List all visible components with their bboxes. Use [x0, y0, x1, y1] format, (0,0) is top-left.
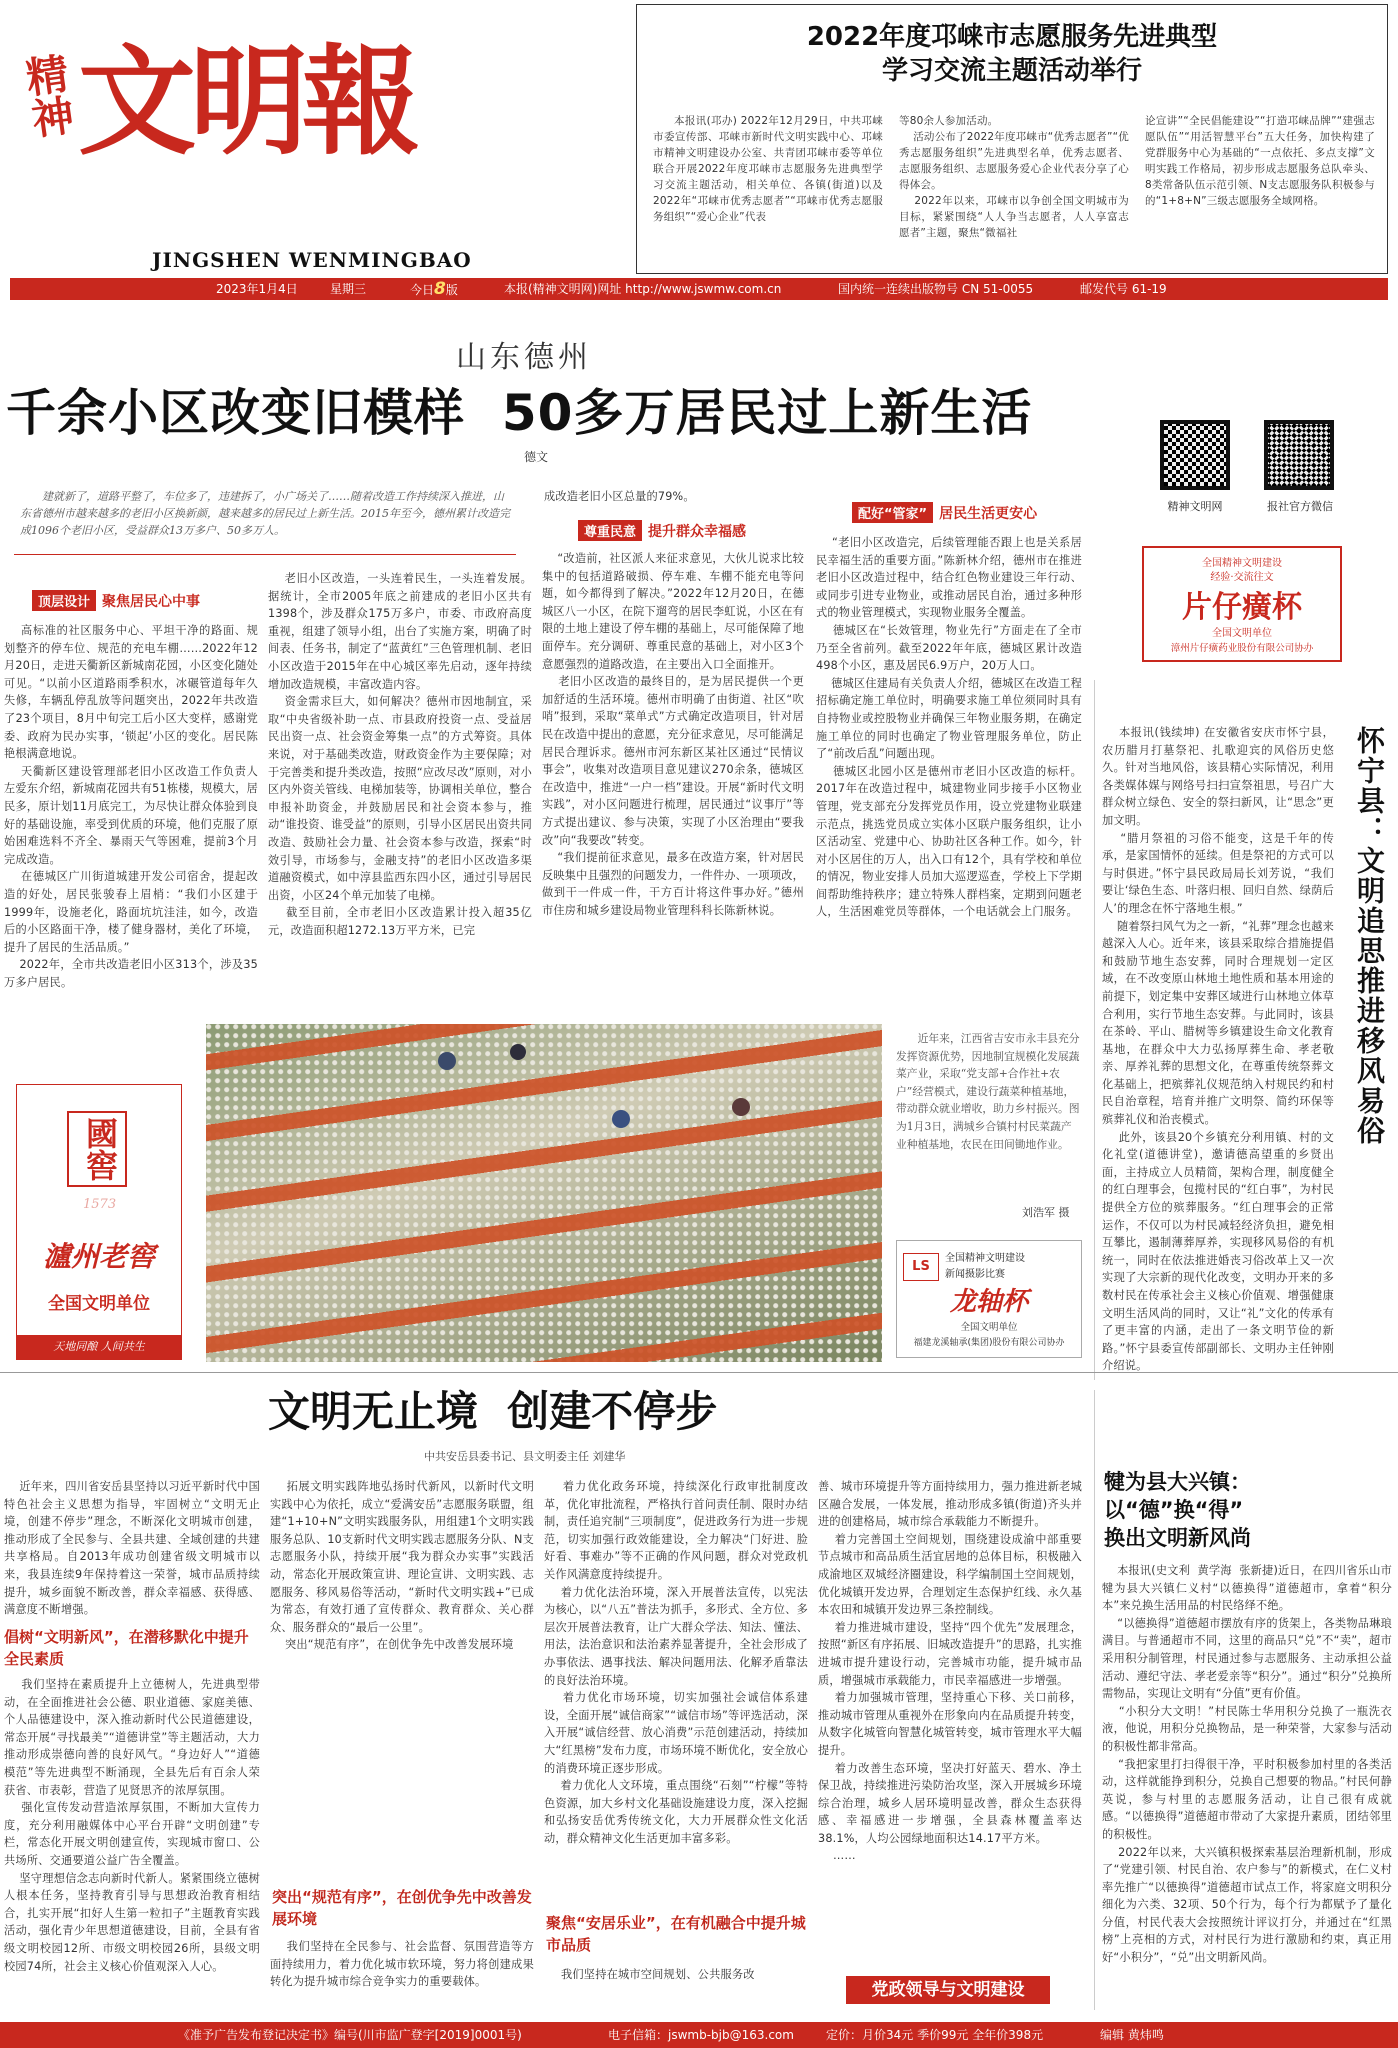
ad-pian-top2: 经验·交流往文 — [1210, 572, 1274, 583]
masthead-logo-small: 精神 — [17, 50, 78, 141]
ad-guojiao-brand: 國窖 — [67, 1111, 127, 1187]
farmer-figure-1 — [438, 1052, 456, 1070]
top-story-col-1: 本报讯(邛办) 2022年12月29日，中共邛崃市委宣传部、邛崃市新时代文明实践中心、邛崃市精神文明建设办公室、共青团邛崃市委等单位联合开展2022年度邛崃市志愿服务先进典型学习交流主题活动，相关单位、各镇(街道)以及2022年“邛崃市优秀志愿者”“邛崃市优秀志愿服务组织”“爱心企业”代表 — [653, 115, 883, 223]
dezhou-col-3: “改造前，社区派人来征求意见，大伙儿说求比较集中的包括道路破损、停车难、车棚不能充电等问题，如今都得到了解决。”2022年12月20日，在德城区八一小区，在院下遛弯的居民李虹说，小区在有限的土地上建设了停车棚的基础上，尽可能保障了地面停车。充分调研、尊重民意的基础上，对小区3个意愿强烈的道路改造，在主要出入口全面推开。 老旧小区改造的最终目的，是为居民提供一个更加舒适的生活环境。德州市明确了由街道、社区“吹哨”报到，采取“菜单式”方式确定改造项目，针对居民在改造中提出的意愿，充分征求意见，尽可能满足居民合理诉求。德州市河东新区某社区通过“民情议事会”，收集对改造项目意见建议270余条，德城区在改造中，推进“一户一档”建设。开展“新时代文明实践”，对小区问题进行梳理，居民通过“议事厅”等方式提出建议、参与决策，实现了小区治理由“要我改”向“我要改”转变。 “我们提前征求意见，最多在改造方案，针对居民反映集中且强烈的问题发力，一件件办、一项项改，做到干一件成一件，干方百计将这件事办好。”德州市住房和城乡建设局物业管理科科长陈新林说。 — [542, 552, 805, 917]
ad-longzhou-unit: 全国文明单位 — [960, 1322, 1018, 1333]
jianwei-body: 本报讯(史文利 黄学海 张新捷)近日，在四川省乐山市犍为县大兴镇仁义村“以德换得”道德超市，拿着“积分本”来兑换生活用品的村民络绎不绝。 “以德换得”道德超市摆放有序的货架上，各类物品琳琅满目。与普通超市不同，这里的商品只“兑”不“卖”，超市采用积分制管理，村民通过参与志愿服务、主动承担公益活动、遵纪守法、孝老爱亲等“积分”。通过“积分”兑换所需物品，实现让文明有“分值”更有价值。 “小积分大文明！”村民陈士华用积分兑换了一瓶洗衣液，他说，用积分兑换物品，是一种荣誉，大家参与活动的积极性都非常高。 “我把家里打扫得很干净，平时积极参加村里的各类活动，这样就能挣到积分，兑换自己想要的物品。”村民何静英说，参与村里的志愿服务活动，让自己很有成就感。“以德换得”道德超市带动了大家提升素质，团结邻里的积极性。 2022年以来，大兴镇积极探索基层治理新机制，形成了“党建引领、村民自治、农户参与”的新模式，在仁义村率先推广“以德换得”道德超市试点工作，将家庭文明积分细化为六类、32项、50个行为，每个行为都赋予了量化分值，村民代表大会按照统计评议打分，并通过在“红黑榜”上亮相的方式，对村民行为进行激励和约束，真正用好“小积分”，“兑”出文明新风尚。 — [1102, 1564, 1393, 1965]
footer-license: 《准予广告发布登记决定书》编号(川市监广登字[2019]0001号) — [178, 2028, 522, 2042]
anyue-col-2: 拓展文明实践阵地弘扬时代新风，以新时代文明实践中心为依托，成立“爱满安岳”志愿服务联盟，组建“1+10+N”文明实践服务队，用组建1个文明实践服务总队、10支新时代文明实践志愿服务分队、N支志愿服务小队，持续开展“我为群众办实事”实践活动，常态化开展政策宣讲、理论宣讲、文明实践、志愿服务、移风易俗等活动，“新时代文明实践+”已成为常态，有效打通了宣传群众、教育群众、关心群众、服务群众的“最后一公里”。 突出“规范有序”，在创优争先中改善发展环境 — [270, 1480, 535, 1652]
ad-pian-top1: 全国精神文明建设 — [1202, 558, 1282, 569]
anyue-sub-3: 聚焦“安居乐业”，在有机融合中提升城市品质 — [546, 1914, 806, 1954]
huaining-body: 本报讯(钱续坤) 在安徽省安庆市怀宁县，农历腊月打墓祭祀、扎歌迎宾的风俗历史悠久。针对当地风俗，该县精心实际情况，利用各类媒体媒与网络号扫扫宣祭祖思，号召广大群众树立绿色、安全的祭扫新风，让“思念”更加文明。 “腊月祭祖的习俗不能变，这是千年的传承，是家国情怀的延续。但是祭祀的方式可以与时俱进。”怀宁县民政局局长刘芳说，“我们要让‘绿色生态、叶落归根、回归自然、绿荫后人’的理念在怀宁落地生根。” 随着祭扫风气为之一新，“礼葬”理念也越来越深入人心。近年来，该县采取综合措施提倡和鼓励节地生态安葬，同时合理规划一定区域，在不改变原山林地土地性质和基本用途的前提下，划定集中安葬区域进行山林地立体草合利用，实行节地生态安葬。与此同时，该县在茶岭、平山、腊树等乡镇建设生命文化教育基地，在群众中大力弘扬厚葬生命、孝老敬亲、厚养礼葬的思想文化，在尊重传统祭葬文化基础上，把殡葬礼仪规范纳入村规民约和村民自治章程，培育并推广文明祭、简约环保等殡葬礼仪和治丧模式。 此外，该县20个乡镇充分利用镇、村的文化礼堂(道德讲堂)，邀请德高望重的乡贤出面，主持成立人员精简，架构合理，制度健全的红白理事会，包揽村民的“红白事”，为村民提供全方位的殡葬服务。“红白理事会的正常运作，不仅可以为村民减轻经济负担，避免相互攀比，遏制薄葬厚养，实现移风易俗的有机统一，同时在依法推进婚丧习俗改革上又一次实现了大宗新的现代化改变，文明办开来的多数村民在传承社会主义核心价值观、增强健康文明生活风尚的同时，又让“礼”文化的传承有了更丰富的内涵，走出了一条文明节俭的新路。”怀宁县委宣传部副部长、文明办主任钟刚介绍说。 — [1102, 726, 1334, 1373]
dezhou-sec3-heading — [852, 502, 1092, 523]
today-suffix: 版 — [445, 283, 458, 297]
photo-caption: 近年来，江西省吉安市永丰县充分发挥资源优势，因地制宜规模化发展蔬菜产业，采取“党支部+合作社+农户”经营模式，建设行蔬菜种植基地，带动群众就业增收，助力乡村振兴。图为1月3日，满城乡合镇村村民菜蔬产业种植基地，农民在田间锄地作业。 — [896, 1032, 1080, 1151]
top-story-col-3: 论宣讲”“全民倡能建设”“打造邛崃品牌”“建强志愿队伍”“用活智慧平台”五大任务，加快构建了党群服务中心为基础的“一点依托、多点支撑”文明实践工作格局，初步形成志愿服务总队牵头、8类常备队伍示范引领、N支志愿服务队积极参与的“1+8+N”三级志愿服务全域网格。 — [1145, 115, 1375, 207]
anyue-sub-1: 倡树“文明新风”，在潜移默化中提升全民素质 — [4, 1628, 249, 1668]
sec2-title: 提升群众幸福感 — [648, 524, 747, 540]
ad-guojiao-unit: 全国文明单位 — [48, 1294, 150, 1314]
top-story-title-1: 2022年度邛崃市志愿服务先进典型 — [806, 22, 1218, 52]
ad-guojiao-slogan: 天地同酿 人间共生 — [17, 1335, 181, 1359]
footer-price: 定价：月价34元 季价99元 全年价398元 — [826, 2028, 1044, 2042]
anyue-col-4: 善、城市环境提升等方面持续用力，强力推进新老城区融合发展，一体发展，推动形成多镇(街道)齐头并进的创建格局，城市综合承载能力不断提升。 着力完善国土空间规划，围绕建设成渝中部重要节点城市和高品质生活宜居地的总体目标，积极融入成渝地区双城经济圈建设，科学编制国土空间规划，优化城镇开发边界，合理划定生态保护红线、永久基本农田和城镇开发边界三条控制线。 着力推进城市建设，坚持“四个优先”发展理念，按照“新区有序拓展、旧城改造提升”的思路，扎实推进城市提升建设行动，完善城市功能，提升城市品质，增强城市承载能力，市民幸福感进一步增强。 着力加强城市管理，坚持重心下移、关口前移，推动城市管理从重视外在形象向内在品质提升转变，从数字化城管向智慧化城管转变，城市管理水平大幅提升。 着力改善生态环境，坚决打好蓝天、碧水、净土保卫战，持续推进污染防治攻坚，深入开展城乡环境综合治理，城乡人居环境明显改善，群众生态获得感、幸福感进一步增强，全县森林覆盖率达38.1%，人均公园绿地面积达14.17平方米。 …… — [818, 1480, 1083, 1863]
sec2-tag: 尊重民意 — [578, 520, 642, 541]
farmer-figure-4 — [510, 1044, 526, 1060]
dezhou-lead-end: 成改造老旧小区总量的79%。 — [544, 490, 695, 503]
dezhou-sec1-heading — [32, 590, 272, 611]
ad-pian-unit: 全国文明单位 — [1212, 628, 1272, 639]
dezhou-headline: 千余小区改变旧模样 50多万居民过上新生活 — [6, 384, 1033, 442]
dezhou-lead: 建就新了，道路平整了，车位多了，违建拆了，小广场关了……随着改造工作持续深入推进，山东省德州市越来越多的老旧小区换新颜，越来越多的居民过上新生活。2015年至今，德州累计改造完成1096个老旧小区，受益群众13万多户、50多万人。 — [20, 490, 510, 537]
dateline-weekday: 星期三 — [330, 282, 367, 296]
dezhou-col-4: “老旧小区改造完，后续管理能否跟上也是关系居民幸福生活的重要方面。”陈新林介绍，德州市在推进老旧小区改造过程中，结合红色物业建设三年行动、或同步引进专业物业，或推动居民自治，通过多种形式的物业管理模式，实现物业服务全覆盖。 德城区在“长效管理，物业先行”方面走在了全市乃至全省前列。截至2022年年底，德城区累计改造498个小区，惠及居民6.9万户，20万人口。 德城区住建局有关负责人介绍，德城区在改造工程招标确定施工单位时，明确要求施工单位须同时具有自持物业或控股物业并确保三年物业服务期，在确定施工单位的同时也确定了物业管理服务单位，防止了“前改后乱”问题出现。 德城区北园小区是德州市老旧小区改造的标杆。2017年在改造过程中，城建物业同步接手小区物业管理，党支部充分发挥党员作用，设立党建物业联建示范点，挑选党员成立实体小区联户服务组织，让小区活动室、党建中心、协助社区各种工作。如今，针对小区居住的万人，出入口有12个，具有学校和单位的情况，物业安排人员加大巡逻巡查，学校上下学期间帮助维持秩序；建立特殊人群档案，定期到问题老人，生活困难党员等群体，一个电话就会上门服务。 — [816, 536, 1083, 919]
masthead — [8, 4, 618, 304]
ad-pian-brand: 片仔癀杯 — [1182, 590, 1302, 625]
huaining-headline: 怀宁县：文明追思推进移风易俗 — [1353, 726, 1386, 1146]
footer-editor: 编辑 黄炜鸣 — [1100, 2028, 1164, 2042]
photo-credit: 刘浩军 摄 — [1022, 1206, 1070, 1219]
today-prefix: 今日 — [410, 283, 435, 297]
dateline-today — [410, 278, 458, 301]
sec1-title: 聚焦居民心中事 — [102, 594, 201, 610]
anyue-headline: 文明无止境 创建不停步 — [268, 1387, 718, 1436]
ad-longzhou[interactable] — [896, 1240, 1082, 1358]
ad-longzhou-top1: 全国精神文明建设 — [945, 1253, 1025, 1264]
farmer-figure-3 — [732, 1098, 750, 1116]
right-col-divider — [1094, 680, 1095, 1380]
masthead-logo-big: 文明報 — [78, 32, 415, 171]
qr-block — [1140, 420, 1380, 520]
dateline-cn: 国内统一连续出版物号 CN 51-0055 — [838, 282, 1034, 296]
jianwei-headline-2: 以“德”换“得” — [1104, 1498, 1244, 1522]
sec3-title: 居民生活更安心 — [939, 506, 1038, 522]
anyue-col-1: 近年来，四川省安岳县坚持以习近平新时代中国特色社会主义思想为指导，牢固树立“文明无止境，创建不停步”理念，不断深化文明城市创建，推动形成了全民参与、全县共建、全域创建的共建共享格局。自2013年成功创建省级文明城市以来，我县连续9年保持着这一荣誉，城市品质持续提升，城乡面貌不断改善，群众幸福感、获得感、满意度不断增强。 — [4, 1480, 261, 1617]
farm-photo — [206, 1024, 882, 1362]
top-story-title-2: 学习交流主题活动举行 — [881, 56, 1142, 86]
anyue-col-3b: 我们坚持在城市空间规划、公共服务改 — [546, 1968, 755, 1981]
ad-guojiao-year: 1573 — [83, 1197, 117, 1212]
anyue-column-tag: 党政领导与文明建设 — [846, 1976, 1050, 2004]
qr-label-site: 精神文明网 — [1167, 500, 1223, 513]
top-story — [636, 4, 1388, 274]
ad-longzhou-logo: LS — [903, 1253, 939, 1281]
footer-email: 电子信箱：jswmb-bjb@163.com — [608, 2028, 794, 2042]
qr-label-wechat: 报社官方微信 — [1267, 500, 1333, 513]
top-story-col-2: 等80余人参加活动。 活动公布了2022年度邛崃市“优秀志愿者”“优秀志愿服务组织”先进典型名单，优秀志愿者、志愿服务组织、志愿服务爱心企业代表分享了心得体会。 2022年以来，邛崃市以争创全国文明城市为目标，紧紧围绕“人人争当志愿者，人人享富志愿者”主题，聚焦“微福社 — [899, 115, 1129, 239]
footer-bar — [0, 2022, 1398, 2048]
sec3-tag: 配好“管家” — [852, 502, 933, 523]
sec1-tag: 顶层设计 — [32, 590, 96, 611]
today-pages: 8 — [434, 279, 446, 299]
jianwei-divider — [1094, 1390, 1095, 2010]
anyue-byline: 中共安岳县委书记、县文明委主任 刘建华 — [424, 1450, 626, 1463]
anyue-col-3: 着力优化政务环境，持续深化行政审批制度改革，优化审批流程，严格执行首问责任制、限时办结制，责任追究制“三项制度”，促进政务行为进一步规范，切实加强行政效能建设，全力解决“门好进、脸好看、事难办”等不正确的作风问题，群众对党政机关作风满意度持续提升。 着力优化法治环境，深入开展普法宣传，以宪法为核心，以“八五”普法为抓手，多形式、全方位、多层次开展普法教育，让广大群众学法、知法、懂法、用法，法治意识和法治素养显著提升，全社会形成了办事依法、遇事找法、解决问题用法、化解矛盾靠法的良好法治环境。 着力优化市场环境，切实加强社会诚信体系建设，全面开展“诚信商家”“诚信市场”等评选活动，深入开展“诚信经营、放心消费”示范创建活动，持续加大“红黑榜”发布力度，市场环境不断优化，安全放心的消费环境正逐步形成。 着力优化人文环境，重点围绕“石刻”“柠檬”等特色资源，加大乡村文化基础设施建设力度，深入挖掘和弘扬安岳优秀传统文化，大力开展群众性文化活动，群众精神文化生活更加丰富多彩。 — [544, 1480, 809, 1845]
ad-longzhou-brand: 龙轴杯 — [949, 1287, 1028, 1317]
ad-guojiao[interactable] — [16, 1084, 182, 1360]
qr-code-site[interactable] — [1160, 420, 1230, 490]
dezhou-sec2-heading — [578, 520, 808, 541]
dezhou-kicker: 山东德州 — [456, 340, 592, 375]
dateline-date: 2023年1月4日 — [216, 282, 298, 296]
ad-longzhou-top2: 新闻摄影比赛 — [945, 1269, 1005, 1280]
section-divider — [0, 1372, 1398, 1373]
qr-code-wechat[interactable] — [1264, 420, 1334, 490]
dateline-bar — [10, 278, 1388, 300]
ad-pian-company: 漳州片仔癀药业股份有限公司协办 — [1170, 643, 1314, 654]
dateline-website: 本报(精神文明网)网址 http://www.jswmw.com.cn — [504, 282, 782, 296]
anyue-col-2b: 我们坚持在全民参与、社会监督、氛围营造等方面持续用力，着力优化城市软环境，努力将创建成果转化为提升城市综合竞争实力的重要载体。 — [270, 1940, 535, 1989]
anyue-sub-2: 突出“规范有序”，在创优争先中改善发展环境 — [272, 1888, 532, 1928]
dezhou-byline: 德文 — [524, 450, 549, 464]
anyue-col-1b: 我们坚持在素质提升上立德树人，先进典型带动，在全面推进社会公德、职业道德、家庭美德、个人品德建设中，深入推动新时代公民道德建设，常态开展“寻找最美”“道德讲堂”等主题活动，大力推动形成崇德向善的良好风气。“身边好人”“道德模范”等先进典型不断涌现，全县先后有百余人荣获省、市表彰，营造了见贤思齐的浓厚氛围。 强化宣传发动营造浓厚氛围，不断加大宣传力度，充分利用融媒体中心平台开辟“文明创建”专栏，常态化开展文明创建宣传，实现城市窗口、公共场所、交通要道公益广告全覆盖。 坚守理想信念志向新时代新人。紧紧围绕立德树人根本任务，坚持教育引导与思想政治教育相结合，扎实开展“扣好人生第一粒扣子”主题教育实践活动，强化青少年思想道德建设，目前，全县有省级文明校园12所、市级文明校园26所，县级文明校园74所，社会主义核心价值观深入人心。 — [4, 1678, 261, 1973]
jianwei-headline-1: 犍为县大兴镇： — [1104, 1470, 1251, 1494]
lead-divider — [14, 554, 516, 555]
farmer-figure-2 — [612, 1110, 630, 1128]
dateline-postal: 邮发代号 61-19 — [1080, 282, 1167, 296]
masthead-pinyin: JINGSHEN WENMINGBAO — [152, 248, 472, 272]
jianwei-headline-3: 换出文明新风尚 — [1104, 1526, 1251, 1550]
ad-guojiao-company: 瀘州老窖 — [42, 1240, 155, 1273]
ad-longzhou-company: 福建龙溪轴承(集团)股份有限公司协办 — [913, 1338, 1065, 1348]
ad-pianzaihuang[interactable] — [1142, 546, 1342, 662]
dezhou-col-1: 高标准的社区服务中心、平坦干净的路面、规划整齐的停车位、规范的充电车棚……2022年12月20日，走进天衢新区新城南花园，小区变化随处可见。“以前小区道路雨季积水，冰碾管道每年久失修，车辆乱停乱放等问题突出，2022年共改造了23个项目，8月中旬完工后小区大变样，感谢党委、政府为民办实事，‘锁起’小区的变化。居民陈艳根满意地说。 天衢新区建设管理部老旧小区改造工作负责人左爱东介绍，新城南花园共有51栋楼，规模大，居民多，原计划11月底完工，为尽快让群众体验到良好的基础设施，率受到优质的环境，他们克服了原始困难选料不齐全、暴雨天气等困难，提前3个月完成改造。 在德城区广川街道城建开发公司宿舍，提起改造的好处，居民张骏春上眉梢：“我们小区建于1999年，设施老化，路面坑坑洼洼，如今，改造后的小区路面干净，楼了健身器材，美化了环境，提升了居民的生活品质。” 2022年，全市共改造老旧小区313个，涉及35万多户居民。 — [4, 624, 258, 989]
dezhou-col-2: 老旧小区改造，一头连着民生，一头连着发展。据统计，全市2005年底之前建成的老旧小区共有1398个，涉及群众175万多户，市委、市政府高度重视，组建了领导小组，出台了实施方案，明确了时间表、任务书，制定了“蓝黄红”三色管理机制、老旧小区改造于2015年在中心城区率先启动，逐年持续增加改造规模，丰富改造内容。 资金需求巨大，如何解决？德州市因地制宜，采取“中央省级补助一点、市县政府投资一点、受益居民出资一点、社会资金筹集一点”的方式筹资。具体来说，对于基础类改造，财政资金作为主要保障；对于完善类和提升类改造，按照“应改尽改”原则，对小区内外资关管线、电梯加装等，协调相关单位，整合申报补助资金，并鼓励居民和社会资本参与，推动“谁投资、谁受益”的原则，引导小区居民出资共同改造、鼓励社会力量、社会资本参与改造，探索“时效引导，市场参与，金融支持”的老旧小区改造多渠道融资模式，如中淳县监西东四小区，通过引导居民出资，小区24个单元加装了电梯。 截至目前，全市老旧小区改造累计投入超35亿元，改造面积超1272.13万平方米，已完 — [268, 572, 533, 937]
